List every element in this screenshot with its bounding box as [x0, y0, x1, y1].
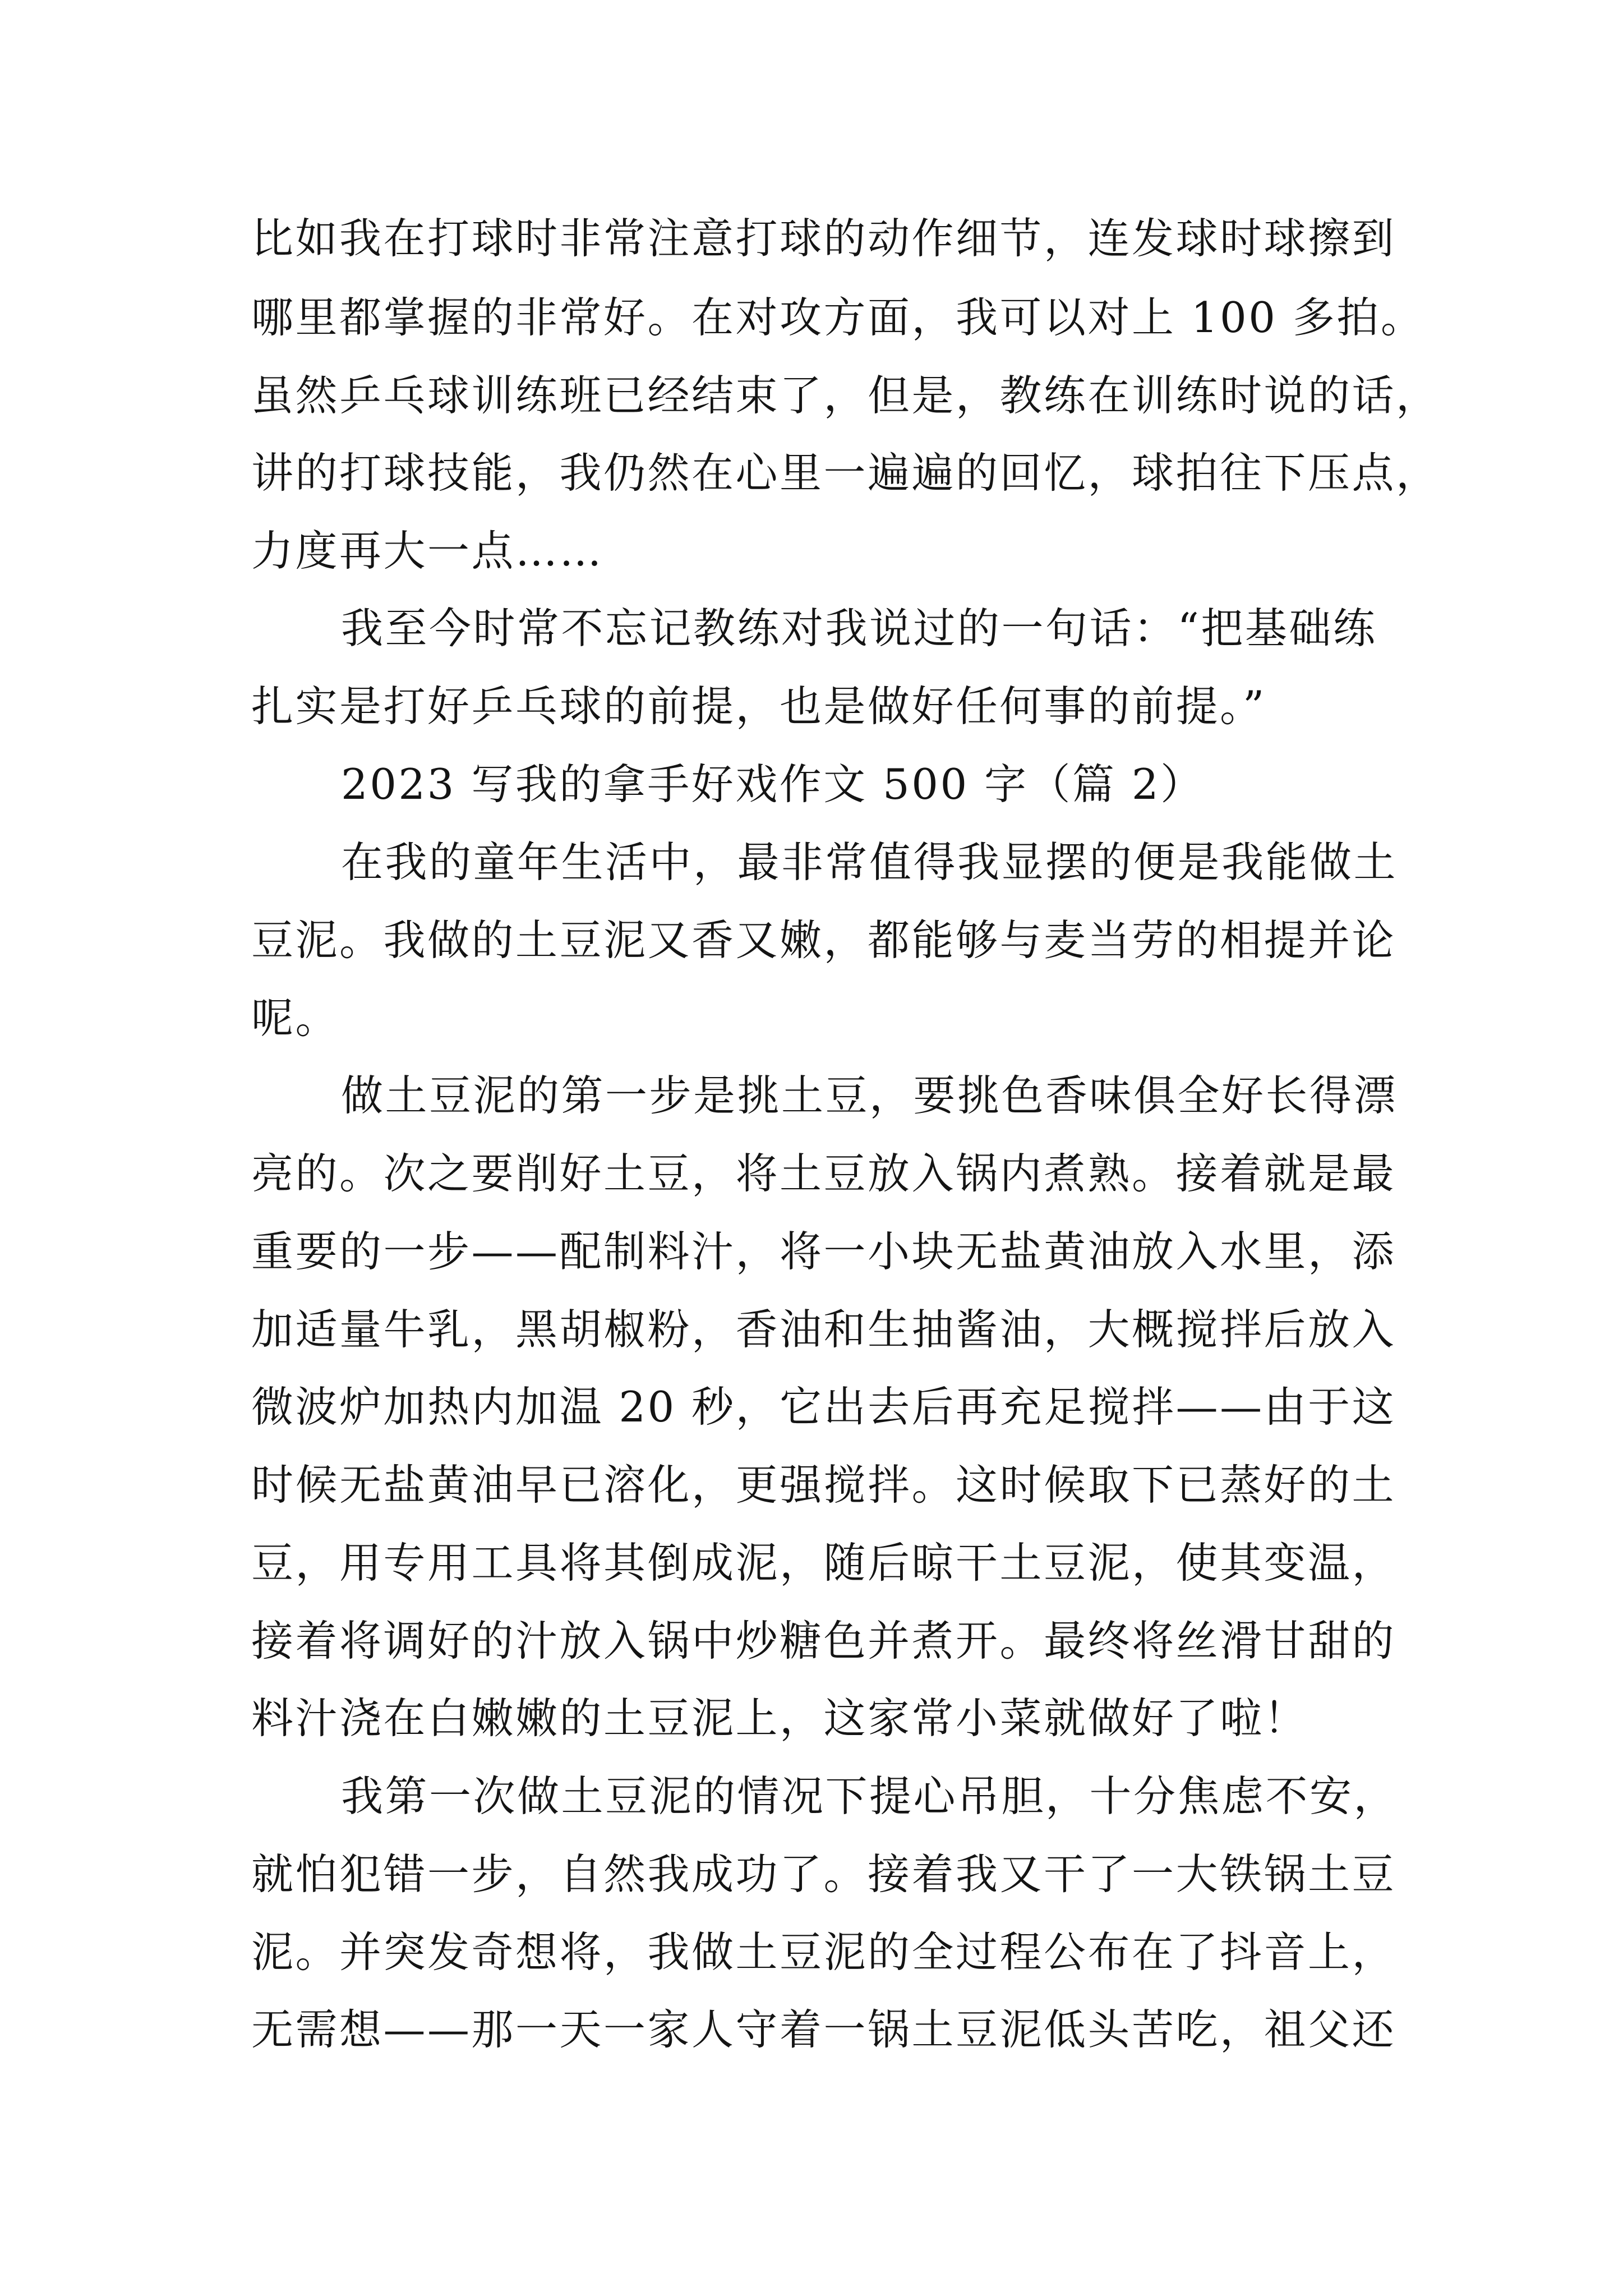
paragraph-first-line: 我第一次做土豆泥的情况下提心吊胆，十分焦虑不安，	[341, 1772, 1398, 1821]
text-line: 亮的。次之要削好土豆，将土豆放入锅内煮熟。接着就是最	[251, 1149, 1396, 1198]
paragraph-first-line: 在我的童年生活中，最非常值得我显摆的便是我能做土	[341, 838, 1398, 887]
text-line: 力度再大一点……	[251, 526, 604, 576]
text-line: 讲的打球技能，我仍然在心里一遍遍的回忆，球拍往下压点，	[251, 448, 1440, 498]
document-body	[251, 0, 1440, 2296]
paragraph-first-line: 做土豆泥的第一步是挑土豆，要挑色香味俱全好长得漂	[341, 1071, 1398, 1120]
text-line: 微波炉加热内加温 20 秒，它出去后再充足搅拌——由于这	[251, 1382, 1396, 1432]
text-line: 加适量牛乳，黑胡椒粉，香油和生抽酱油，大概搅拌后放入	[251, 1305, 1396, 1354]
text-line: 扎实是打好乒乓球的前提，也是做好任何事的前提。”	[251, 682, 1266, 731]
text-line: 时候无盐黄油早已溶化，更强搅拌。这时候取下已蒸好的土	[251, 1460, 1396, 1510]
text-line: 呢。	[251, 993, 340, 1043]
text-line: 比如我在打球时非常注意打球的动作细节，连发球时球擦到	[251, 214, 1396, 263]
text-line: 料汁浇在白嫩嫩的土豆泥上，这家常小菜就做好了啦！	[251, 1694, 1308, 1743]
text-line: 泥。并突发奇想将，我做土豆泥的全过程公布在了抖音上，	[251, 1927, 1396, 1977]
text-line: 豆，用专用工具将其倒成泥，随后晾干土豆泥，使其变温，	[251, 1538, 1396, 1588]
text-line: 接着将调好的汁放入锅中炒糖色并煮开。最终将丝滑甘甜的	[251, 1616, 1396, 1665]
section-heading: 2023 写我的拿手好戏作文 500 字（篇 2）	[341, 760, 1205, 809]
text-line: 就怕犯错一步，自然我成功了。接着我又干了一大铁锅土豆	[251, 1849, 1396, 1899]
text-line: 虽然乒乓球训练班已经结束了，但是，教练在训练时说的话，	[251, 371, 1440, 420]
text-line: 豆泥。我做的土豆泥又香又嫩，都能够与麦当劳的相提并论	[251, 915, 1396, 965]
text-line: 重要的一步——配制料汁，将一小块无盐黄油放入水里，添	[251, 1227, 1396, 1276]
text-line: 无需想——那一天一家人守着一锅土豆泥低头苦吃，祖父还	[251, 2005, 1396, 2054]
text-line: 哪里都掌握的非常好。在对攻方面，我可以对上 100 多拍。	[251, 293, 1425, 342]
paragraph-first-line: 我至今时常不忘记教练对我说过的一句话：“把基础练	[341, 604, 1377, 653]
